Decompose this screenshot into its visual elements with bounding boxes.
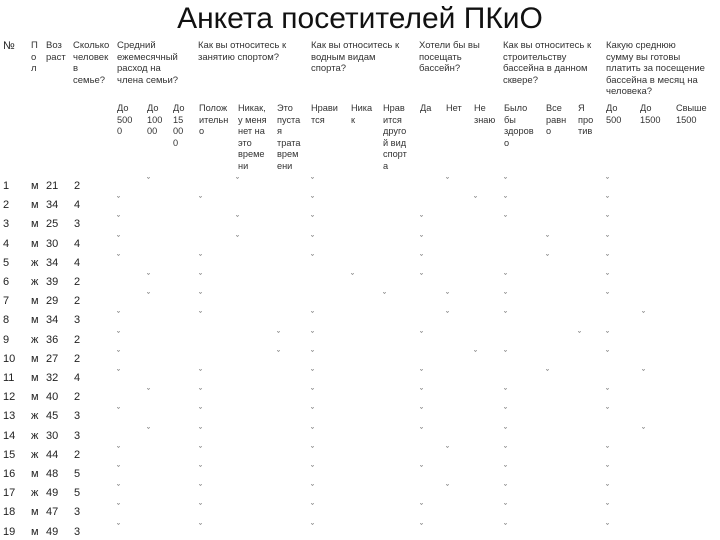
- row-age: 34: [46, 314, 59, 327]
- row-age: 29: [46, 295, 59, 308]
- row-sex: м: [31, 218, 39, 231]
- check-mark-sp1: ˇ: [199, 291, 202, 302]
- row-number: 1: [3, 180, 10, 192]
- row-sex: ж: [31, 448, 39, 461]
- row-number: 3: [3, 218, 10, 231]
- check-mark-pay1: ˇ: [606, 348, 609, 359]
- check-mark-pay1: ˇ: [606, 444, 609, 455]
- check-mark-w1: ˇ: [311, 310, 314, 321]
- check-mark-sp1: ˇ: [199, 521, 202, 532]
- row-family-size: 4: [74, 237, 81, 250]
- row-sex: ж: [31, 410, 39, 423]
- header-sex: П о л: [31, 40, 38, 74]
- row-family-size: 2: [74, 333, 81, 346]
- row-number: 5: [3, 256, 10, 269]
- check-mark-pay1: ˇ: [606, 176, 609, 186]
- check-mark-sp1: ˇ: [199, 406, 202, 417]
- check-mark-w1: ˇ: [311, 176, 314, 186]
- check-mark-pay2: ˇ: [642, 310, 645, 321]
- check-mark-inc1: ˇ: [117, 464, 120, 474]
- check-mark-w1: ˇ: [311, 444, 314, 455]
- check-mark-sp1: ˇ: [199, 387, 202, 398]
- check-mark-sp1: ˇ: [199, 195, 202, 206]
- row-age: 30: [46, 237, 59, 250]
- row-sex: м: [31, 468, 39, 480]
- subheader-pool-yes: Да: [420, 103, 432, 113]
- subheader-income-5000: До 500 0: [117, 103, 133, 136]
- check-mark-p1: ˇ: [420, 387, 423, 398]
- row-age: 45: [46, 410, 59, 423]
- check-mark-b1: ˇ: [504, 406, 507, 417]
- row-number: 11: [3, 372, 15, 384]
- header-pool: Хотели бы вы посещать бассейн?: [419, 40, 480, 74]
- check-mark-b1: ˇ: [504, 387, 507, 398]
- row-number: 4: [3, 237, 10, 250]
- check-mark-sp1: ˇ: [199, 425, 202, 436]
- check-mark-p2: ˇ: [446, 310, 449, 321]
- check-mark-sp1: ˇ: [199, 464, 202, 474]
- row-sex: м: [31, 295, 39, 308]
- check-mark-p1: ˇ: [420, 464, 423, 474]
- check-mark-p1: ˇ: [420, 502, 423, 513]
- check-mark-b3: ˇ: [578, 329, 581, 340]
- check-mark-pay1: ˇ: [606, 329, 609, 340]
- check-mark-pay1: ˇ: [606, 387, 609, 398]
- check-mark-inc1: ˇ: [117, 252, 120, 263]
- subheader-sport-positive: Полож ительн о: [199, 103, 229, 136]
- check-mark-w1: ˇ: [311, 348, 314, 359]
- check-mark-b1: ˇ: [504, 444, 507, 455]
- row-number: 10: [3, 352, 16, 365]
- row-family-size: 3: [74, 429, 81, 442]
- check-mark-inc2: ˇ: [147, 272, 150, 282]
- check-mark-inc1: ˇ: [117, 310, 120, 321]
- check-mark-w2: ˇ: [351, 272, 354, 282]
- row-family-size: 3: [74, 410, 81, 423]
- subheader-water-like: Нрави тся: [311, 103, 338, 125]
- subheader-pool-dontknow: Не знаю: [474, 103, 496, 125]
- row-sex: ж: [31, 333, 39, 346]
- check-mark-p1: ˇ: [420, 368, 423, 378]
- header-payment: Какую среднюю сумму вы готовы платить за посещение бассейна в месяц на человека?: [606, 40, 705, 97]
- check-mark-p1: ˇ: [420, 233, 423, 244]
- subheader-sport-waste: Это пуста я трата врем ени: [277, 103, 301, 171]
- check-mark-inc1: ˇ: [117, 406, 120, 417]
- check-mark-w1: ˇ: [311, 387, 314, 398]
- check-mark-b1: ˇ: [504, 272, 507, 282]
- check-mark-b2: ˇ: [546, 233, 549, 244]
- check-mark-p1: ˇ: [420, 425, 423, 436]
- check-mark-pay1: ˇ: [606, 195, 609, 206]
- check-mark-b1: ˇ: [504, 176, 507, 186]
- row-sex: м: [31, 352, 39, 365]
- row-number: 7: [3, 295, 10, 308]
- subheader-income-10000: До 100 00: [147, 103, 163, 136]
- row-age: 48: [46, 468, 59, 480]
- check-mark-sp3: ˇ: [277, 329, 280, 340]
- check-mark-sp2: ˇ: [236, 233, 239, 244]
- row-family-size: 4: [74, 256, 81, 269]
- row-family-size: 2: [74, 180, 81, 192]
- header-income: Средний ежемесячный расход на члена семьи?: [117, 40, 179, 86]
- subheader-build-good: Было бы здоров о: [504, 103, 534, 148]
- check-mark-p1: ˇ: [420, 406, 423, 417]
- row-sex: ж: [31, 256, 39, 269]
- check-mark-pay2: ˇ: [642, 425, 645, 436]
- check-mark-inc1: ˇ: [117, 521, 120, 532]
- check-mark-sp1: ˇ: [199, 368, 202, 378]
- row-number: 17: [3, 487, 16, 500]
- check-mark-w1: ˇ: [311, 406, 314, 417]
- check-mark-inc2: ˇ: [147, 176, 150, 186]
- row-family-size: 5: [74, 487, 81, 500]
- check-mark-b1: ˇ: [504, 464, 507, 474]
- check-mark-pay1: ˇ: [606, 464, 609, 474]
- row-family-size: 3: [74, 218, 81, 231]
- check-mark-w1: ˇ: [311, 483, 314, 494]
- subheader-water-indifferent: Ника к: [351, 103, 373, 125]
- check-mark-pay1: ˇ: [606, 406, 609, 417]
- check-mark-b1: ˇ: [504, 502, 507, 513]
- check-mark-pay2: ˇ: [642, 368, 645, 378]
- header-water-sports: Как вы относитесь к водным видам спорта?: [311, 40, 400, 74]
- check-mark-w1: ˇ: [311, 502, 314, 513]
- header-sport: Как вы относитесь к занятию спортом?: [198, 40, 287, 63]
- check-mark-pay1: ˇ: [606, 233, 609, 244]
- row-age: 36: [46, 333, 59, 346]
- check-mark-w1: ˇ: [311, 521, 314, 532]
- check-mark-w1: ˇ: [311, 233, 314, 244]
- row-number: 14: [3, 429, 16, 442]
- row-number: 9: [3, 333, 10, 346]
- subheader-sport-no-time: Никак, у меня нет на это време ни: [238, 103, 267, 171]
- check-mark-inc1: ˇ: [117, 329, 120, 340]
- check-mark-b1: ˇ: [504, 348, 507, 359]
- row-age: 44: [46, 448, 59, 461]
- check-mark-w1: ˇ: [311, 329, 314, 340]
- row-number: 15: [3, 448, 16, 461]
- check-mark-p1: ˇ: [420, 272, 423, 282]
- row-family-size: 5: [74, 468, 81, 480]
- subheader-pay-over-1500: Свыше 1500: [676, 103, 707, 125]
- check-mark-b1: ˇ: [504, 291, 507, 302]
- check-mark-b1: ˇ: [504, 521, 507, 532]
- check-mark-w1: ˇ: [311, 368, 314, 378]
- check-mark-sp2: ˇ: [236, 214, 239, 225]
- row-sex: м: [31, 391, 39, 404]
- check-mark-inc2: ˇ: [147, 291, 150, 302]
- check-mark-sp3: ˇ: [277, 348, 280, 359]
- check-mark-pay1: ˇ: [606, 502, 609, 513]
- subheader-pay-500: До 500: [606, 103, 622, 125]
- check-mark-w1: ˇ: [311, 195, 314, 206]
- header-building: Как вы относитесь к строительству бассейна в данном сквере?: [503, 40, 592, 86]
- row-family-size: 2: [74, 295, 81, 308]
- check-mark-pay1: ˇ: [606, 272, 609, 282]
- check-mark-p2: ˇ: [446, 444, 449, 455]
- check-mark-sp1: ˇ: [199, 310, 202, 321]
- check-mark-p3: ˇ: [474, 195, 477, 206]
- row-family-size: 3: [74, 525, 81, 538]
- subheader-build-indifferent: Все равн о: [546, 103, 567, 136]
- check-mark-inc1: ˇ: [117, 368, 120, 378]
- check-mark-b2: ˇ: [546, 252, 549, 263]
- check-mark-pay1: ˇ: [606, 214, 609, 225]
- row-age: 30: [46, 429, 59, 442]
- row-sex: м: [31, 199, 39, 212]
- check-mark-p1: ˇ: [420, 329, 423, 340]
- check-mark-p1: ˇ: [420, 252, 423, 263]
- row-age: 25: [46, 218, 59, 231]
- check-mark-w1: ˇ: [311, 425, 314, 436]
- row-family-size: 2: [74, 352, 81, 365]
- check-mark-inc1: ˇ: [117, 444, 120, 455]
- check-mark-w3: ˇ: [383, 291, 386, 302]
- row-age: 34: [46, 256, 59, 269]
- row-sex: ж: [31, 276, 39, 288]
- subheader-pay-1500: До 1500: [640, 103, 661, 125]
- row-sex: ж: [31, 429, 39, 442]
- row-family-size: 3: [74, 506, 81, 519]
- row-age: 32: [46, 372, 59, 384]
- check-mark-b1: ˇ: [504, 483, 507, 494]
- subheader-build-against: Я про тив: [578, 103, 594, 136]
- check-mark-inc1: ˇ: [117, 483, 120, 494]
- check-mark-pay1: ˇ: [606, 252, 609, 263]
- row-number: 18: [3, 506, 16, 519]
- check-mark-b1: ˇ: [504, 195, 507, 206]
- row-age: 49: [46, 487, 59, 500]
- row-sex: м: [31, 237, 39, 250]
- subheader-pool-no: Нет: [446, 103, 462, 113]
- row-sex: м: [31, 314, 39, 327]
- check-mark-w1: ˇ: [311, 252, 314, 263]
- check-mark-inc1: ˇ: [117, 233, 120, 244]
- row-age: 39: [46, 276, 59, 288]
- check-mark-pay1: ˇ: [606, 521, 609, 532]
- check-mark-sp1: ˇ: [199, 252, 202, 263]
- subheader-water-other: Нрав ится друго й вид спорт а: [383, 103, 407, 171]
- row-family-size: 2: [74, 276, 81, 288]
- check-mark-inc2: ˇ: [147, 425, 150, 436]
- check-mark-p2: ˇ: [446, 483, 449, 494]
- check-mark-inc1: ˇ: [117, 195, 120, 206]
- subheader-income-15000: До 15 00 0: [173, 103, 185, 148]
- check-mark-sp1: ˇ: [199, 444, 202, 455]
- row-sex: м: [31, 506, 39, 519]
- page-title: Анкета посетителей ПКиО: [177, 2, 543, 35]
- check-mark-sp1: ˇ: [199, 483, 202, 494]
- header-family-size: Сколько человек в семье?: [73, 40, 110, 86]
- check-mark-b1: ˇ: [504, 310, 507, 321]
- row-sex: м: [31, 372, 39, 384]
- row-family-size: 2: [74, 391, 81, 404]
- row-age: 27: [46, 352, 59, 365]
- check-mark-p1: ˇ: [420, 521, 423, 532]
- check-mark-pay1: ˇ: [606, 483, 609, 494]
- check-mark-inc1: ˇ: [117, 502, 120, 513]
- row-family-size: 4: [74, 199, 81, 212]
- row-age: 47: [46, 506, 59, 519]
- row-number: 8: [3, 314, 10, 327]
- header-number: №: [3, 40, 15, 52]
- check-mark-sp1: ˇ: [199, 272, 202, 282]
- header-age: Воз раст: [46, 40, 66, 63]
- row-sex: м: [31, 525, 39, 538]
- check-mark-inc1: ˇ: [117, 348, 120, 359]
- row-sex: м: [31, 180, 39, 192]
- check-mark-sp1: ˇ: [199, 502, 202, 513]
- check-mark-w1: ˇ: [311, 214, 314, 225]
- row-age: 49: [46, 525, 59, 538]
- check-mark-p2: ˇ: [446, 291, 449, 302]
- check-mark-inc1: ˇ: [117, 214, 120, 225]
- check-mark-inc2: ˇ: [147, 387, 150, 398]
- check-mark-sp2: ˇ: [236, 176, 239, 186]
- check-mark-b2: ˇ: [546, 368, 549, 378]
- row-age: 34: [46, 199, 59, 212]
- row-age: 21: [46, 180, 59, 192]
- row-age: 40: [46, 391, 59, 404]
- row-family-size: 2: [74, 448, 81, 461]
- row-number: 16: [3, 468, 16, 480]
- row-family-size: 4: [74, 372, 81, 384]
- check-mark-p1: ˇ: [420, 214, 423, 225]
- row-number: 6: [3, 276, 10, 288]
- check-mark-b1: ˇ: [504, 214, 507, 225]
- check-mark-p2: ˇ: [446, 176, 449, 186]
- check-mark-w1: ˇ: [311, 464, 314, 474]
- row-number: 2: [3, 199, 10, 212]
- row-family-size: 3: [74, 314, 81, 327]
- row-number: 13: [3, 410, 16, 423]
- check-mark-pay1: ˇ: [606, 291, 609, 302]
- check-mark-b1: ˇ: [504, 425, 507, 436]
- row-sex: ж: [31, 487, 39, 500]
- row-number: 12: [3, 391, 16, 404]
- row-number: 19: [3, 525, 16, 538]
- check-mark-p3: ˇ: [474, 348, 477, 359]
